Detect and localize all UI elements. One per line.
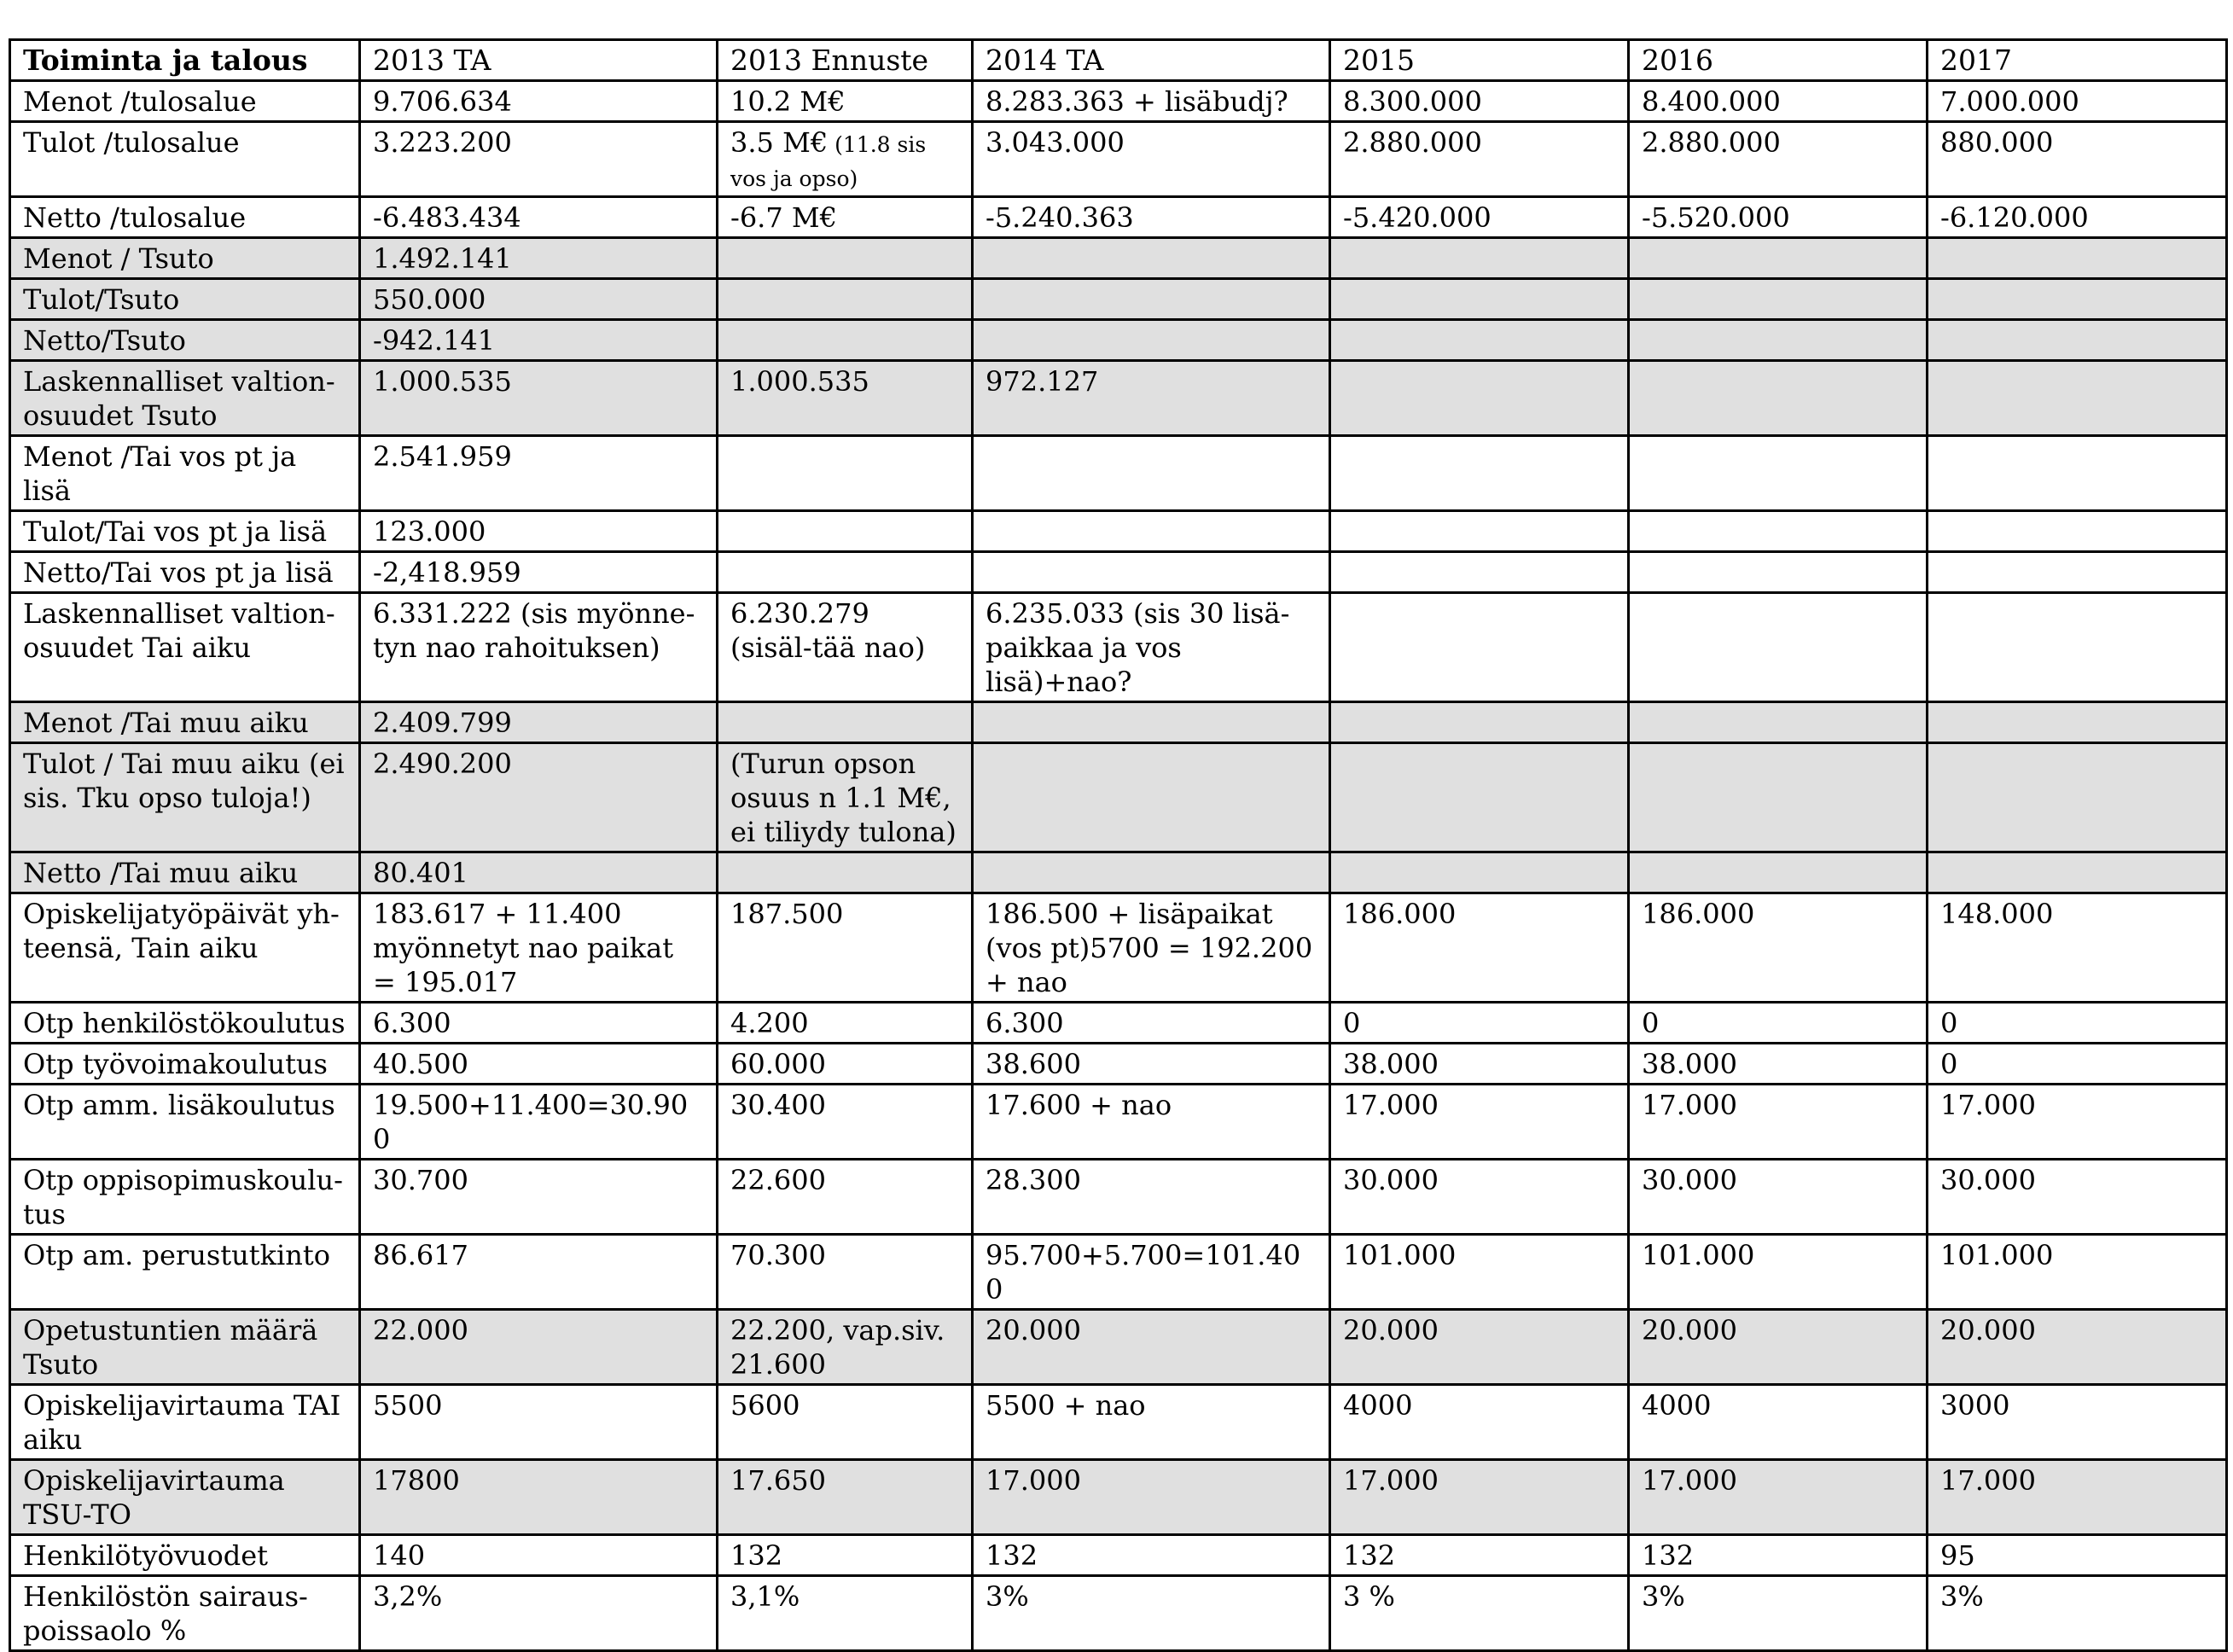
value-cell: 4000: [1330, 1385, 1629, 1460]
table-row: [10, 1310, 2227, 1385]
row-label-cell: Netto /Tai muu aiku: [10, 852, 360, 893]
table-title-cell: Toiminta ja talous: [10, 40, 360, 81]
value-cell: 6.331.222 (sis myönne-tyn nao rahoituksen): [360, 593, 718, 702]
value-cell: 9.706.634: [360, 81, 718, 122]
value-cell: 20.000: [1330, 1310, 1629, 1385]
table-row: [10, 320, 2227, 361]
value-cell: 6.235.033 (sis 30 lisä-paikkaa ja vos lisä)+nao?: [973, 593, 1330, 702]
row-label-cell: Opetustuntien määrä Tsuto: [10, 1310, 360, 1385]
value-cell: 22.000: [360, 1310, 718, 1385]
value-cell: 101.000: [1629, 1235, 1928, 1310]
row-label-cell: Tulot/Tsuto: [10, 279, 360, 320]
value-cell: [1629, 852, 1928, 893]
finance-table: [9, 38, 2228, 1652]
value-cell: 38.600: [973, 1044, 1330, 1085]
value-cell: [1928, 436, 2227, 511]
value-cell: [1629, 743, 1928, 852]
table-row: [10, 1085, 2227, 1160]
value-cell: 6.300: [973, 1003, 1330, 1044]
table-row: [10, 852, 2227, 893]
value-cell: 17.000: [1629, 1460, 1928, 1535]
row-label-cell: Menot /Tai vos pt ja lisä: [10, 436, 360, 511]
value-cell: 17.000: [1330, 1460, 1629, 1535]
value-cell: -5.520.000: [1629, 197, 1928, 238]
value-cell: [1629, 361, 1928, 436]
value-cell: 30.000: [1330, 1160, 1629, 1235]
value-cell: [1928, 361, 2227, 436]
row-label-cell: Netto/Tai vos pt ja lisä: [10, 552, 360, 593]
value-cell: 186.000: [1629, 893, 1928, 1003]
value-cell: [1928, 238, 2227, 279]
row-label-cell: Otp am. perustutkinto: [10, 1235, 360, 1310]
value-cell: 140: [360, 1535, 718, 1576]
table-row: [10, 1160, 2227, 1235]
value-cell: 86.617: [360, 1235, 718, 1310]
row-label-cell: Opiskelijavirtauma TAI aiku: [10, 1385, 360, 1460]
table-row: [10, 1576, 2227, 1651]
value-cell: 3%: [1928, 1576, 2227, 1651]
value-cell: 183.617 + 11.400 myönnetyt nao paikat = 195.017: [360, 893, 718, 1003]
header-row: [10, 40, 2227, 81]
value-cell: 30.400: [718, 1085, 973, 1160]
value-cell: 10.2 M€: [718, 81, 973, 122]
year-header-cell: 2016: [1629, 40, 1928, 81]
row-label-cell: Tulot / Tai muu aiku (ei sis. Tku opso tuloja!): [10, 743, 360, 852]
row-label-cell: Henkilötyövuodet: [10, 1535, 360, 1576]
value-cell: 17800: [360, 1460, 718, 1535]
value-cell: [1330, 320, 1629, 361]
row-label-cell: Laskennalliset valtion-osuudet Tai aiku: [10, 593, 360, 702]
value-cell: -6.120.000: [1928, 197, 2227, 238]
value-cell: -5.420.000: [1330, 197, 1629, 238]
row-label-cell: Otp amm. lisäkoulutus: [10, 1085, 360, 1160]
year-header-cell: 2013 TA: [360, 40, 718, 81]
value-note: (11.8 sis vos ja opso): [730, 132, 927, 191]
value-cell: [973, 702, 1330, 743]
table-row: [10, 893, 2227, 1003]
value-cell: 70.300: [718, 1235, 973, 1310]
value-cell: 132: [973, 1535, 1330, 1576]
table-row: [10, 743, 2227, 852]
value-cell: -6.7 M€: [718, 197, 973, 238]
value-cell: 95: [1928, 1535, 2227, 1576]
value-cell: 550.000: [360, 279, 718, 320]
value-cell: 38.000: [1330, 1044, 1629, 1085]
value-cell: 880.000: [1928, 122, 2227, 197]
row-label-cell: Netto/Tsuto: [10, 320, 360, 361]
row-label-cell: Netto /tulosalue: [10, 197, 360, 238]
value-cell: 38.000: [1629, 1044, 1928, 1085]
value-cell: 972.127: [973, 361, 1330, 436]
value-cell: 186.000: [1330, 893, 1629, 1003]
value-cell: 60.000: [718, 1044, 973, 1085]
value-cell: 2.880.000: [1330, 122, 1629, 197]
value-cell: 19.500+11.400=30.900: [360, 1085, 718, 1160]
row-label-cell: Menot /Tai muu aiku: [10, 702, 360, 743]
value-cell: 28.300: [973, 1160, 1330, 1235]
year-header-cell: 2013 Ennuste: [718, 40, 973, 81]
value-cell: [1629, 511, 1928, 552]
value-cell: -2,418.959: [360, 552, 718, 593]
value-cell: [1330, 511, 1629, 552]
value-cell: 40.500: [360, 1044, 718, 1085]
value-cell: 95.700+5.700=101.400: [973, 1235, 1330, 1310]
value-cell: [1629, 238, 1928, 279]
value-cell: 7.000.000: [1928, 81, 2227, 122]
value-cell: [973, 743, 1330, 852]
value-cell: 187.500: [718, 893, 973, 1003]
value-cell: (Turun opson osuus n 1.1 M€, ei tiliydy tulona): [718, 743, 973, 852]
value-cell: -6.483.434: [360, 197, 718, 238]
table-row: [10, 238, 2227, 279]
value-cell: [973, 436, 1330, 511]
value-cell: [1629, 320, 1928, 361]
value-cell: 17.000: [1928, 1460, 2227, 1535]
value-cell: 5500: [360, 1385, 718, 1460]
row-label-cell: Menot /tulosalue: [10, 81, 360, 122]
value-cell: 123.000: [360, 511, 718, 552]
row-label-cell: Opiskelijavirtauma TSU-TO: [10, 1460, 360, 1535]
value-cell: 0: [1928, 1044, 2227, 1085]
value-cell: 3,1%: [718, 1576, 973, 1651]
value-cell: 101.000: [1330, 1235, 1629, 1310]
value-cell: 5500 + nao: [973, 1385, 1330, 1460]
year-header-cell: 2015: [1330, 40, 1629, 81]
row-label-cell: Otp oppisopimuskoulu-tus: [10, 1160, 360, 1235]
value-cell: 2.409.799: [360, 702, 718, 743]
row-label-cell: Otp henkilöstökoulutus: [10, 1003, 360, 1044]
value-cell: [718, 122, 973, 197]
value-cell: 4.200: [718, 1003, 973, 1044]
value-cell: 8.300.000: [1330, 81, 1629, 122]
row-label-cell: Henkilöstön sairaus-poissaolo %: [10, 1576, 360, 1651]
value-cell: [1928, 702, 2227, 743]
value-cell: [718, 852, 973, 893]
table-row: [10, 1235, 2227, 1310]
value-cell: 30.700: [360, 1160, 718, 1235]
table-row: [10, 702, 2227, 743]
value-cell: 1.000.535: [360, 361, 718, 436]
year-header-cell: 2014 TA: [973, 40, 1330, 81]
table-row: [10, 1460, 2227, 1535]
value-cell: [1330, 436, 1629, 511]
value-cell: 22.200, vap.siv. 21.600: [718, 1310, 973, 1385]
value-cell: 30.000: [1928, 1160, 2227, 1235]
value-cell: 6.300: [360, 1003, 718, 1044]
row-label-cell: Laskennalliset valtion-osuudet Tsuto: [10, 361, 360, 436]
value-cell: [1330, 238, 1629, 279]
value-cell: [1928, 320, 2227, 361]
value-cell: 17.000: [1629, 1085, 1928, 1160]
value-cell: [1629, 436, 1928, 511]
value-cell: 2.880.000: [1629, 122, 1928, 197]
value-cell: 3 %: [1330, 1576, 1629, 1651]
value-cell: [1928, 743, 2227, 852]
value-cell: [1928, 279, 2227, 320]
table-row: [10, 1535, 2227, 1576]
table-row: [10, 552, 2227, 593]
value-cell: 17.650: [718, 1460, 973, 1535]
value-cell: [1330, 279, 1629, 320]
value-cell: [1330, 593, 1629, 702]
value-cell: 17.000: [973, 1460, 1330, 1535]
row-label-cell: Opiskelijatyöpäivät yh-teensä, Tain aiku: [10, 893, 360, 1003]
table-row: [10, 511, 2227, 552]
value-cell: [718, 238, 973, 279]
value-cell: 8.283.363 + lisäbudj?: [973, 81, 1330, 122]
value-cell: [718, 279, 973, 320]
row-label-cell: Tulot/Tai vos pt ja lisä: [10, 511, 360, 552]
value-cell: [1330, 702, 1629, 743]
value-cell: [718, 436, 973, 511]
value-cell: 186.500 + lisäpaikat (vos pt)5700 = 192.200 + nao: [973, 893, 1330, 1003]
value-cell: [718, 702, 973, 743]
value-cell: [1330, 552, 1629, 593]
value-cell: [1330, 743, 1629, 852]
table-row: [10, 1385, 2227, 1460]
value-cell: 3.223.200: [360, 122, 718, 197]
value-cell: [973, 852, 1330, 893]
value-cell: 3,2%: [360, 1576, 718, 1651]
value-cell: 30.000: [1629, 1160, 1928, 1235]
table-row: [10, 122, 2227, 197]
value-cell: 8.400.000: [1629, 81, 1928, 122]
value-cell: 5600: [718, 1385, 973, 1460]
value-cell: [1629, 552, 1928, 593]
table-row: [10, 279, 2227, 320]
value-cell: 2.490.200: [360, 743, 718, 852]
value-cell: -5.240.363: [973, 197, 1330, 238]
value-cell: [973, 238, 1330, 279]
table-row: [10, 436, 2227, 511]
value-cell: 3%: [973, 1576, 1330, 1651]
value-cell: 101.000: [1928, 1235, 2227, 1310]
value-cell: 17.000: [1928, 1085, 2227, 1160]
table-row: [10, 81, 2227, 122]
value-cell: [1928, 552, 2227, 593]
value-cell: 0: [1928, 1003, 2227, 1044]
value-cell: 20.000: [1629, 1310, 1928, 1385]
value-cell: -942.141: [360, 320, 718, 361]
value-cell: 20.000: [973, 1310, 1330, 1385]
row-label-cell: Menot / Tsuto: [10, 238, 360, 279]
value-cell: 80.401: [360, 852, 718, 893]
value-cell: 3000: [1928, 1385, 2227, 1460]
value-cell: [973, 552, 1330, 593]
value-cell: [718, 511, 973, 552]
value-cell: 22.600: [718, 1160, 973, 1235]
value-cell: 1.492.141: [360, 238, 718, 279]
value-cell: 20.000: [1928, 1310, 2227, 1385]
value-cell: [973, 279, 1330, 320]
value-cell: [1928, 593, 2227, 702]
table-row: [10, 593, 2227, 702]
value-cell: [973, 320, 1330, 361]
table-row: [10, 197, 2227, 238]
value-cell: 6.230.279 (sisäl-tää nao): [718, 593, 973, 702]
value-cell: 17.600 + nao: [973, 1085, 1330, 1160]
value-cell: [1629, 593, 1928, 702]
value-cell: 132: [1629, 1535, 1928, 1576]
value-cell: [1629, 702, 1928, 743]
value-cell: [973, 511, 1330, 552]
value-cell: 0: [1629, 1003, 1928, 1044]
value-cell: [718, 320, 973, 361]
value-cell: [1928, 511, 2227, 552]
value-cell: [718, 552, 973, 593]
value-cell: 132: [1330, 1535, 1629, 1576]
value-cell: [1330, 361, 1629, 436]
value-cell: 148.000: [1928, 893, 2227, 1003]
value-cell: 3%: [1629, 1576, 1928, 1651]
value-cell: [1629, 279, 1928, 320]
value-cell: [1330, 852, 1629, 893]
value-text: 3.5 M€: [730, 126, 829, 159]
table-row: [10, 1044, 2227, 1085]
row-label-cell: Otp työvoimakoulutus: [10, 1044, 360, 1085]
value-cell: [1928, 852, 2227, 893]
year-header-cell: 2017: [1928, 40, 2227, 81]
value-cell: 4000: [1629, 1385, 1928, 1460]
value-cell: 17.000: [1330, 1085, 1629, 1160]
row-label-cell: Tulot /tulosalue: [10, 122, 360, 197]
value-cell: 132: [718, 1535, 973, 1576]
table-row: [10, 1003, 2227, 1044]
value-cell: 0: [1330, 1003, 1629, 1044]
value-cell: 3.043.000: [973, 122, 1330, 197]
value-cell: 2.541.959: [360, 436, 718, 511]
value-cell: 1.000.535: [718, 361, 973, 436]
table-row: [10, 361, 2227, 436]
